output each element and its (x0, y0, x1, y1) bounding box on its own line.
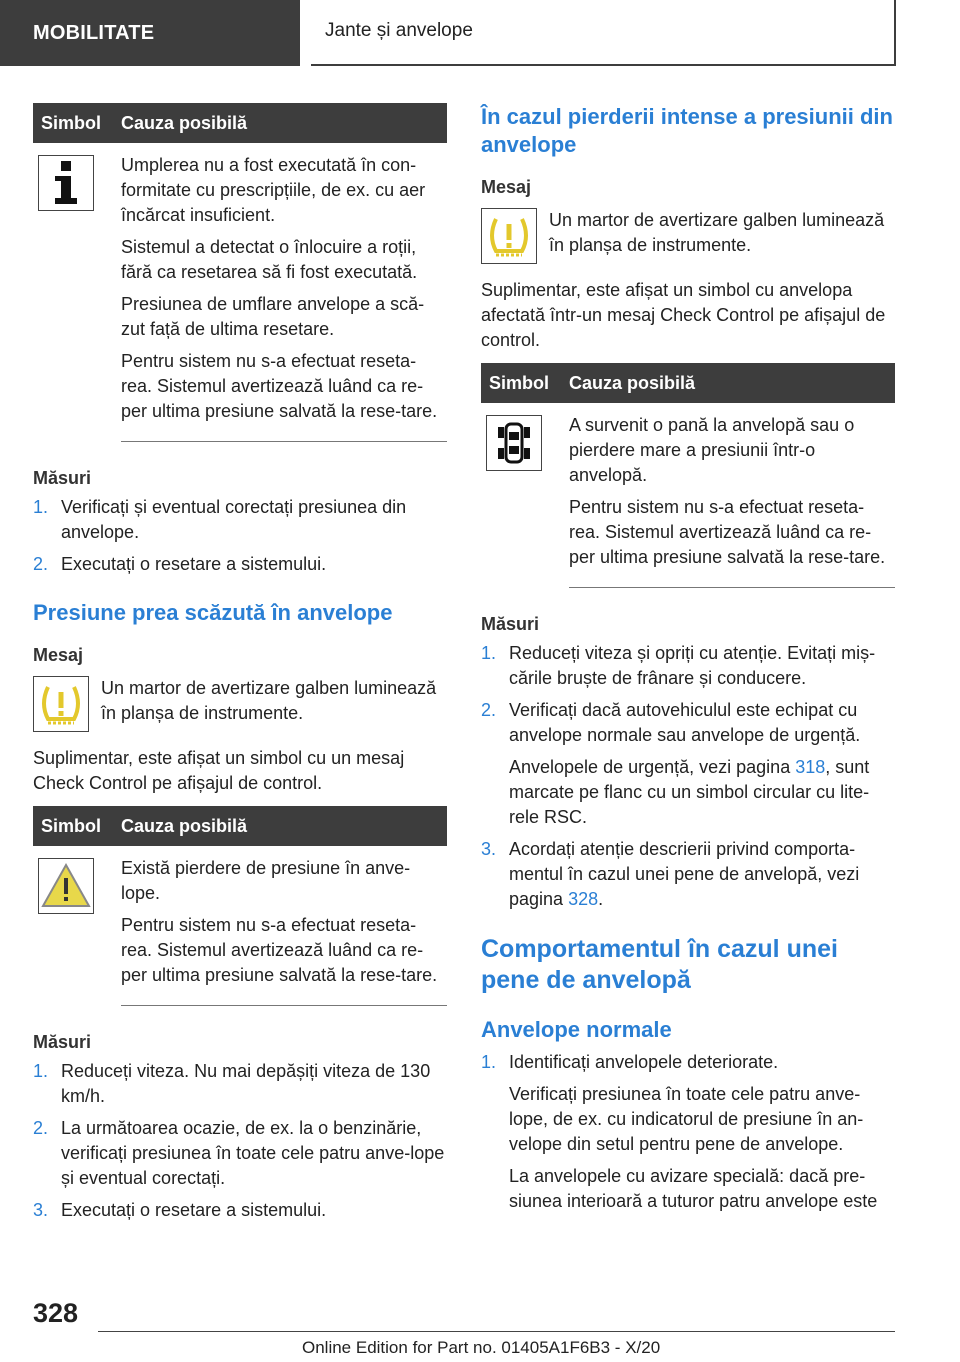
info-icon (38, 155, 94, 211)
list-item: 1. Verificați și eventual corectați presiunea din anvelope. (33, 497, 407, 542)
cause-text: Pentru sistem nu s-a efectuat reseta-rea. Sistemul avertizează luând ca re-per ultima presiune salvată la rese-tare. (569, 497, 886, 567)
measures-list (33, 495, 447, 577)
measures-title: Măsuri (33, 468, 92, 488)
cause-text: Umplerea nu a fost executată în con-formitate cu prescripțiile, de ex. cu aer încărcat insuficient. (121, 155, 426, 225)
symbol-table-warning (33, 806, 447, 1006)
page-number: 328 (33, 1298, 79, 1328)
cause-header: Cauza posibilă (121, 806, 447, 846)
right-column (481, 103, 895, 1221)
tire-pressure-warning-icon (33, 676, 89, 732)
cause-text: Presiunea de umflare anvelope a scă-zut față de ultima resetare. (121, 294, 425, 339)
chapter-label: Jante și anvelope (311, 0, 896, 66)
section-heading: Presiune prea scăzută în anvelope (33, 600, 393, 625)
measures-list (33, 1059, 447, 1223)
cause-text: Pentru sistem nu s-a efectuat reseta-rea. Sistemul avertizează luând ca re-per ultima presiune salvată la rese-tare. (121, 915, 438, 985)
paragraph: Suplimentar, este afișat un simbol cu un mesaj Check Control pe afișajul de control. (33, 748, 405, 793)
symbol-table-info (33, 103, 447, 442)
steps-list (481, 1050, 895, 1214)
cause-text: Pentru sistem nu s-a efectuat reseta-rea. Sistemul avertizează luând ca re-per ultima presiune salvată la rese-tare. (121, 351, 438, 421)
list-item: 1. Reduceți viteza. Nu mai depășiți viteza de 130 km/h. (33, 1061, 431, 1106)
message-text: Un martor de avertizare galben luminează în planșa de instrumente. (549, 210, 885, 255)
list-item: 3. Executați o resetare a sistemului. (33, 1200, 327, 1220)
list-item: 2. La următoarea ocazie, de ex. la o benzinărie, verificați presiunea în toate cele patru anve-lope și eventual corectați. (33, 1118, 445, 1188)
section-heading: În cazul pierderii intense a presiunii din anvelope (481, 104, 893, 157)
symbol-header: Simbol (481, 363, 569, 403)
list-item: 1. Identificați anvelopele deteriorate. Verificați presiunea în toate cele patru anve-lope, de ex. cu indicatorul de presiune în an-velope din setul pentru pene de anvelope. La anvelopele cu avizare specială: dacă pre-siunea interioară a tuturor patru anvelope este (481, 1052, 878, 1211)
footer-divider (98, 1331, 895, 1332)
list-item: 3. Acordați atenție descrierii privind comporta-mentul în cazul unei pene de anvelopă, vezi pagina 328. (481, 839, 860, 909)
paragraph: Suplimentar, este afișat un simbol cu anvelopa afectată într-un mesaj Check Control pe afișajul de control. (481, 280, 886, 350)
car-tires-icon (486, 415, 542, 471)
cause-text: A survenit o pană la anvelopă sau o pierdere mare a presiunii într-o anvelopă. (569, 415, 855, 485)
measures-list (481, 641, 895, 912)
list-item: 2. Executați o resetare a sistemului. (33, 554, 327, 574)
cause-text: Sistemul a detectat o înlocuire a roții, fără ca resetarea să fi fost executată. (121, 237, 418, 282)
edition-text: Online Edition for Part no. 01405A1F6B3 - X/20 (302, 1338, 661, 1357)
page-link[interactable]: 318 (795, 757, 826, 777)
page-header (0, 0, 960, 66)
message-text: Un martor de avertizare galben luminează în planșa de instrumente. (101, 678, 437, 723)
message-label: Mesaj (33, 645, 84, 665)
section-heading: Comportamentul în cazul unei pene de anvelopă (481, 935, 838, 994)
warning-triangle-icon (38, 858, 94, 914)
subsection-heading: Anvelope normale (481, 1017, 672, 1042)
cause-header: Cauza posibilă (121, 103, 447, 143)
measures-title: Măsuri (33, 1032, 92, 1052)
symbol-header: Simbol (33, 103, 121, 143)
symbol-header: Simbol (33, 806, 121, 846)
list-item: 2. Verificați dacă autovehiculul este echipat cu anvelope normale sau anvelope de urgență. Anvelopele de urgență, vezi pagina 318, sunt marcate pe flanc cu un simbol circular cu lite-rele RSC. (481, 700, 870, 827)
measures-title: Măsuri (481, 614, 540, 634)
cause-text: Există pierdere de presiune în anve-lope. (121, 858, 411, 903)
section-label: MOBILITATE (0, 0, 300, 66)
page-link[interactable]: 328 (568, 889, 599, 909)
tire-pressure-warning-icon (481, 208, 537, 264)
left-column (33, 103, 447, 1230)
message-label: Mesaj (481, 177, 532, 197)
list-item: 1. Reduceți viteza și opriți cu atenție. Evitați miș-cările bruște de frânare și conducere. (481, 643, 876, 688)
symbol-table-car (481, 363, 895, 588)
cause-header: Cauza posibilă (569, 363, 895, 403)
